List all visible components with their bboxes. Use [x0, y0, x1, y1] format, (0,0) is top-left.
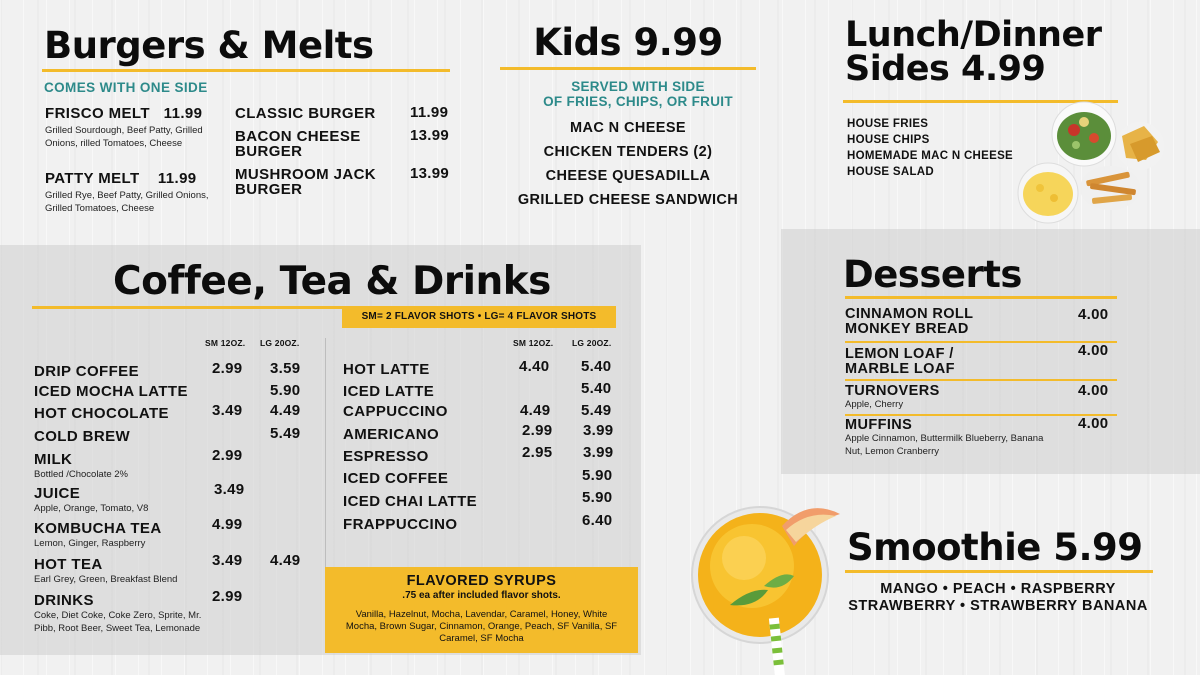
dessert-separator: [845, 341, 1117, 343]
drink-row-juice: JUICE Apple, Orange, Tomato, V8: [34, 485, 149, 514]
side-item: HOUSE FRIES: [847, 118, 929, 130]
item-description: Grilled Sourdough, Beef Patty, Grilled Onions, rilled Tomatoes, Cheese: [45, 125, 203, 149]
burgers-subtitle: COMES WITH ONE SIDE: [44, 80, 208, 95]
kids-item: GRILLED CHEESE SANDWICH: [517, 192, 739, 208]
drink-row-milk: MILK Bottled /Chocolate 2%: [34, 451, 129, 480]
smoothie-title: Smoothie 5.99: [847, 526, 1143, 569]
drink-row-hot-tea: HOT TEA Earl Grey, Green, Breakfast Blend: [34, 556, 178, 585]
kids-items: [500, 120, 756, 216]
drink-price-lg: 5.90: [270, 382, 301, 399]
chips-photo: [1116, 122, 1164, 170]
dessert-price: 4.00: [1078, 342, 1109, 359]
dessert-price: 4.00: [1078, 415, 1109, 432]
drink-row-espresso: ESPRESSO: [343, 448, 429, 465]
drink-price-sm: 3.49: [214, 481, 245, 498]
drink-row-americano: AMERICANO: [343, 426, 440, 443]
burgers-underline: [42, 69, 450, 72]
drink-price-lg: 5.90: [582, 489, 613, 506]
mango-smoothie-photo: [690, 500, 850, 675]
drink-row-iced-latte: ICED LATTE: [343, 383, 435, 400]
kids-item: CHICKEN TENDERS (2): [543, 144, 713, 160]
side-item: HOUSE CHIPS: [847, 134, 930, 146]
side-item: HOUSE SALAD: [847, 166, 935, 178]
flavored-syrups-box: [325, 567, 638, 653]
kids-item: MAC N CHEESE: [570, 120, 686, 136]
menu-item-mushroom-jack-burger-name: MUSHROOM JACK BURGER: [235, 166, 377, 198]
left-sm-header: SM 12OZ.: [205, 338, 246, 348]
syrups-list: Vanilla, Hazelnut, Mocha, Lavendar, Caramel, Honey, White Mocha, Brown Sugar, Cinnamon, Orange, Peach, SF Vanilla, SF Caramel, SF Mocha: [345, 609, 618, 644]
drink-price-sm: 2.99: [212, 588, 243, 605]
dessert-price: 4.00: [1078, 382, 1109, 399]
salad-photo: [1052, 102, 1116, 166]
drink-price-sm: 4.49: [520, 402, 551, 419]
drink-price-sm: 2.99: [212, 447, 243, 464]
drink-row-cold-brew: COLD BREW: [34, 428, 131, 445]
menu-item-patty-melt: [45, 171, 220, 216]
item-name: FRISCO MELT: [45, 105, 150, 122]
menu-item-mushroom-jack-burger-price: 13.99: [410, 165, 450, 182]
flavor-shots-note: SM= 2 FLAVOR SHOTS • LG= 4 FLAVOR SHOTS: [342, 306, 616, 328]
drink-price-lg: 6.40: [582, 512, 613, 529]
burgers-title: Burgers & Melts: [44, 24, 374, 67]
dessert-lemon-loaf: LEMON LOAF / MARBLE LOAF: [845, 346, 955, 377]
drink-row-hot-chocolate: HOT CHOCOLATE: [34, 405, 169, 422]
item-description: Grilled Rye, Beef Patty, Grilled Onions, Grilled Tomatoes, Cheese: [45, 190, 209, 214]
desserts-title: Desserts: [843, 253, 1022, 296]
drink-price-lg: 5.40: [581, 358, 612, 375]
syrups-title: FLAVORED SYRUPS: [406, 573, 557, 589]
drink-price-sm: 2.95: [522, 444, 553, 461]
drink-price-sm: 2.99: [522, 422, 553, 439]
smoothie-flavors-line1: MANGO • PEACH • RASPBERRY: [880, 581, 1116, 597]
drink-row-hot-latte: HOT LATTE: [343, 361, 430, 378]
dessert-turnovers: TURNOVERS Apple, Cherry: [845, 383, 940, 410]
drink-price-lg: 4.49: [270, 402, 301, 419]
drinks-title: Coffee, Tea & Drinks: [113, 259, 551, 304]
item-name: PATTY MELT: [45, 170, 140, 187]
drink-price-lg: 5.90: [582, 467, 613, 484]
drink-price-lg: 5.40: [581, 380, 612, 397]
menu-item-frisco-melt: [45, 106, 220, 151]
smoothie-flavors: [828, 581, 1168, 615]
mac-n-cheese-photo: [1018, 163, 1078, 223]
drink-price-lg: 3.99: [583, 444, 614, 461]
drink-row-iced-coffee: ICED COFFEE: [343, 470, 449, 487]
drink-row-drinks: DRINKS Coke, Diet Coke, Coke Zero, Sprite, Mr. Pibb, Root Beer, Sweet Tea, Lemonade: [34, 592, 202, 634]
side-item: HOMEMADE MAC N CHEESE: [847, 150, 1014, 162]
menu-item-classic-burger-price: 11.99: [410, 104, 449, 121]
drink-row-iced-chai-latte: ICED CHAI LATTE: [343, 493, 478, 510]
kids-item: CHEESE QUESADILLA: [545, 168, 711, 184]
drink-price-lg: 4.49: [270, 552, 301, 569]
drink-row-frappuccino: FRAPPUCCINO: [343, 516, 458, 533]
drink-price-sm: 2.99: [212, 360, 243, 377]
smoothie-flavors-line2: STRAWBERRY • STRAWBERRY BANANA: [848, 598, 1148, 614]
drink-row-cappuccino: CAPPUCCINO: [343, 403, 448, 420]
kids-underline: [500, 67, 756, 70]
dessert-muffins: MUFFINS Apple Cinnamon, Buttermilk Blueberry, Banana Nut, Lemon Cranberry: [845, 417, 1044, 457]
drink-price-lg: 5.49: [581, 402, 612, 419]
drink-row-iced-mocha-latte: ICED MOCHA LATTE: [34, 383, 188, 400]
drink-price-lg: 3.99: [583, 422, 614, 439]
fries-photo: [1080, 166, 1140, 210]
drinks-divider: [325, 338, 326, 567]
drink-price-sm: 3.49: [212, 552, 243, 569]
dessert-price: 4.00: [1078, 306, 1109, 323]
drink-price-lg: 3.59: [270, 360, 301, 377]
drink-price-sm: 4.99: [212, 516, 243, 533]
menu-item-bacon-cheese-burger-price: 13.99: [410, 127, 450, 144]
syrups-note: .75 ea after included flavor shots.: [402, 590, 561, 601]
item-price: 11.99: [157, 170, 197, 187]
kids-title: Kids 9.99: [533, 21, 723, 64]
right-lg-header: LG 20OZ.: [572, 338, 612, 348]
item-price: 11.99: [163, 105, 203, 122]
drink-price-sm: 3.49: [212, 402, 243, 419]
sides-items: [847, 118, 1013, 182]
drinks-underline: [32, 306, 342, 309]
dessert-separator: [845, 414, 1117, 416]
menu-item-bacon-cheese-burger-name: BACON CHEESE BURGER: [235, 128, 361, 160]
smoothie-underline: [845, 570, 1153, 573]
drink-row-kombucha-tea: KOMBUCHA TEA Lemon, Ginger, Raspberry: [34, 520, 162, 549]
sides-title: Lunch/Dinner Sides 4.99: [845, 15, 1102, 89]
desserts-underline: [845, 296, 1117, 299]
left-lg-header: LG 20OZ.: [260, 338, 300, 348]
drink-row-drip-coffee: DRIP COFFEE: [34, 363, 139, 380]
drink-price-sm: 4.40: [519, 358, 550, 375]
sides-photos: [1012, 100, 1172, 225]
kids-subtitle: SERVED WITH SIDE OF FRIES, CHIPS, OR FRUIT: [543, 79, 733, 109]
dessert-cinnamon-roll: CINNAMON ROLL MONKEY BREAD: [845, 306, 974, 337]
dessert-separator: [845, 379, 1117, 381]
right-sm-header: SM 12OZ.: [513, 338, 554, 348]
menu-item-classic-burger-name: CLASSIC BURGER: [235, 105, 376, 122]
drink-price-lg: 5.49: [270, 425, 301, 442]
